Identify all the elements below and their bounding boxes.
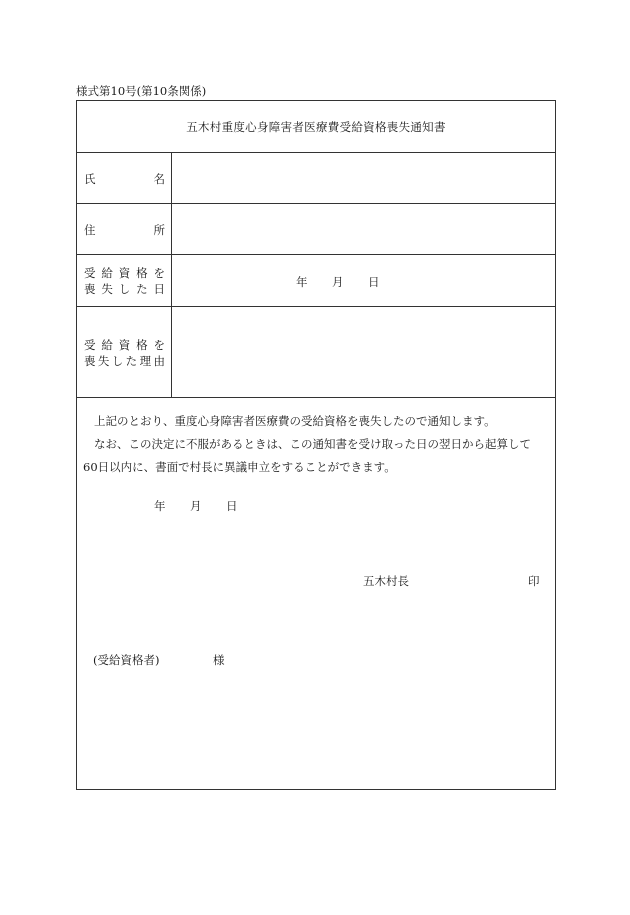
label-char: 失 — [97, 354, 110, 368]
issue-year: 年 — [154, 499, 166, 513]
label-char: 日 — [153, 282, 165, 296]
notice-paragraph-2-line-1: なお、この決定に不服があるときは、この通知書を受け取った日の翌日から起算して — [94, 437, 531, 451]
loss-date-label-line1 — [84, 266, 165, 280]
loss-reason-row — [77, 307, 555, 398]
label-char: 失 — [101, 282, 113, 296]
loss-date-day: 日 — [368, 275, 380, 289]
loss-date-value-cell[interactable] — [172, 255, 555, 306]
loss-date-label-line2 — [84, 282, 165, 296]
label-char: 受 — [84, 266, 96, 280]
recipient-label: (受給資格者) — [93, 653, 160, 667]
label-char: し — [111, 354, 124, 368]
loss-date-row — [77, 255, 555, 307]
loss-reason-label-line1 — [84, 338, 165, 352]
loss-date-year: 年 — [296, 275, 308, 289]
address-value-cell[interactable] — [172, 204, 555, 254]
label-char: を — [153, 266, 165, 280]
loss-reason-label-cell — [77, 307, 172, 397]
label-char: 由 — [153, 354, 165, 368]
issue-day: 日 — [226, 499, 238, 513]
title-row — [77, 101, 555, 153]
seal-mark: 印 — [528, 574, 540, 588]
name-value-cell[interactable] — [172, 153, 555, 203]
address-label-cell — [77, 204, 172, 254]
label-char: 喪 — [84, 282, 96, 296]
address-label — [84, 223, 165, 237]
notice-paragraph-2-line-2: 60日以内に、書面で村長に異議申立をすることができます。 — [83, 460, 396, 474]
name-row — [77, 153, 555, 204]
label-char: た — [125, 354, 138, 368]
loss-reason-label-line2 — [84, 354, 165, 368]
address-row — [77, 204, 555, 255]
label-char: を — [153, 338, 165, 352]
name-label — [84, 172, 165, 186]
issuer-name: 五木村長 — [363, 574, 409, 588]
label-char: 資 — [118, 266, 131, 280]
label-char: し — [118, 282, 131, 296]
label-char: 理 — [139, 354, 152, 368]
label-char: 給 — [101, 266, 113, 280]
label-char: 格 — [136, 338, 148, 352]
loss-reason-value-cell[interactable] — [172, 307, 555, 397]
notice-paragraph-1: 上記のとおり、重度心身障害者医療費の受給資格を喪失したので通知します。 — [94, 414, 496, 428]
address-label-char: 所 — [153, 223, 165, 237]
loss-date-month: 月 — [332, 275, 344, 289]
label-char: 給 — [101, 338, 113, 352]
loss-date-label-cell — [77, 255, 172, 306]
name-label-char: 氏 — [84, 172, 96, 186]
label-char: 資 — [118, 338, 131, 352]
label-char: 格 — [136, 266, 148, 280]
form-number: 様式第10号(第10条関係) — [76, 84, 207, 98]
issue-month: 月 — [190, 499, 202, 513]
form-title: 五木村重度心身障害者医療費受給資格喪失通知書 — [186, 119, 446, 134]
label-char: 受 — [84, 338, 96, 352]
name-label-cell — [77, 153, 172, 203]
label-char: た — [136, 282, 148, 296]
address-label-char: 住 — [84, 223, 96, 237]
notice-form — [76, 100, 556, 790]
recipient-honorific: 様 — [213, 653, 225, 667]
label-char: 喪 — [84, 354, 96, 368]
name-label-char: 名 — [153, 172, 165, 186]
